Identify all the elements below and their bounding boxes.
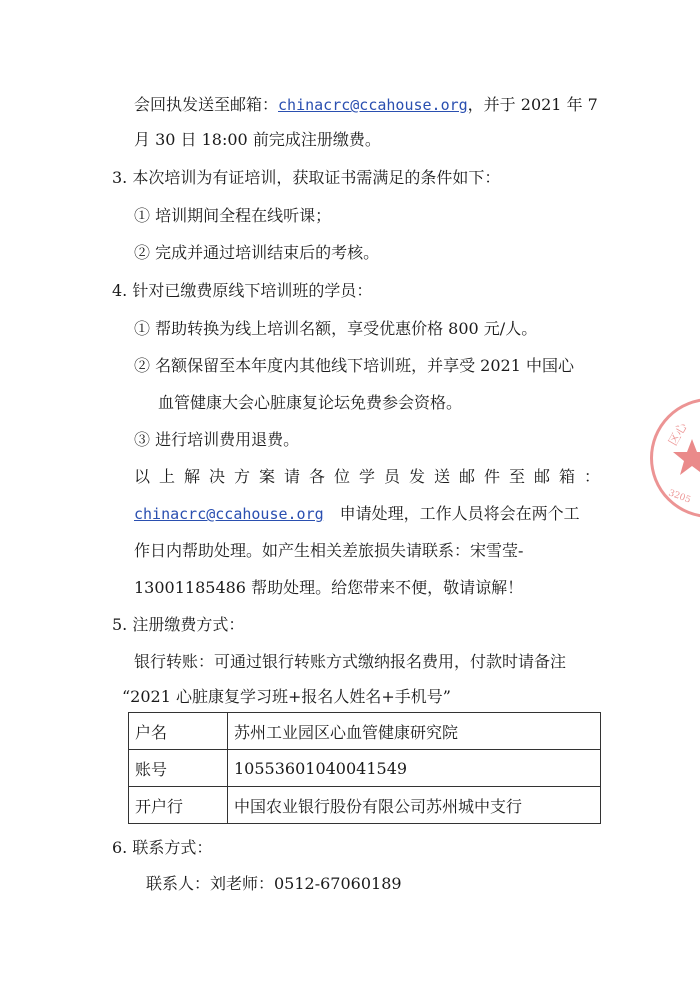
table-cell-value: 中国农业银行股份有限公司苏州城中支行 <box>228 787 601 824</box>
email-link[interactable]: chinacrc@ccahouse.org <box>278 96 468 114</box>
table-row <box>129 713 601 750</box>
seal-star-icon <box>672 437 700 477</box>
text-segment: 会回执发送至邮箱： <box>134 95 279 114</box>
list-item: ② 完成并通过培训结束后的考核。 <box>134 243 380 262</box>
email-link[interactable]: chinacrc@ccahouse.org <box>134 505 324 523</box>
text-line: 月 30 日 18:00 前完成注册缴费。 <box>134 130 381 149</box>
text-line: 13001185486 帮助处理。给您带来不便，敬请谅解！ <box>134 578 524 597</box>
list-item-continuation: 血管健康大会心脏康复论坛免费参会资格。 <box>158 393 463 412</box>
text-line: 以上解决方案请各位学员发送邮件至邮箱： <box>134 467 600 486</box>
text-line: 银行转账：可通过银行转账方式缴纳报名费用，付款时请备注 <box>134 652 567 671</box>
list-item: ② 名额保留至本年度内其他线下培训班，并享受 2021 中国心 <box>134 356 574 375</box>
table-cell-value: 10553601040041549 <box>228 750 601 787</box>
table-row <box>129 750 601 787</box>
table-row <box>129 787 601 824</box>
text-line: 作日内帮助处理。如产生相关差旅损失请联系：宋雪莹- <box>134 541 524 560</box>
text-segment: ，并于 2021 年 7 <box>467 95 598 114</box>
list-item: ① 培训期间全程在线听课； <box>134 206 332 225</box>
section-5-title: 5. 注册缴费方式： <box>112 615 245 634</box>
text-line: “2021 心脏康复学习班+报名人姓名+手机号” <box>122 687 451 706</box>
section-4-title: 4. 针对已缴费原线下培训班的学员： <box>112 281 373 300</box>
table-cell-value: 苏州工业园区心血管健康研究院 <box>228 713 601 750</box>
table-cell-label: 户名 <box>129 713 228 750</box>
seal-text: 区心 <box>665 420 690 448</box>
section-3-title: 3. 本次培训为有证培训，获取证书需满足的条件如下： <box>112 168 501 187</box>
table-cell-label: 开户行 <box>129 787 228 824</box>
table-cell-label: 账号 <box>129 750 228 787</box>
seal-digits: 3205 <box>666 488 692 506</box>
list-item: ① 帮助转换为线上培训名额，享受优惠价格 800 元/人。 <box>134 319 538 338</box>
text-line <box>134 504 580 524</box>
text-segment: 申请处理，工作人员将会在两个工 <box>339 504 580 523</box>
list-item: ③ 进行培训费用退费。 <box>134 430 300 449</box>
section-6-title: 6. 联系方式： <box>112 838 213 857</box>
bank-info-table <box>128 712 601 824</box>
paragraph-continuation <box>134 95 598 115</box>
contact-line: 联系人：刘老师：0512-67060189 <box>146 874 402 893</box>
